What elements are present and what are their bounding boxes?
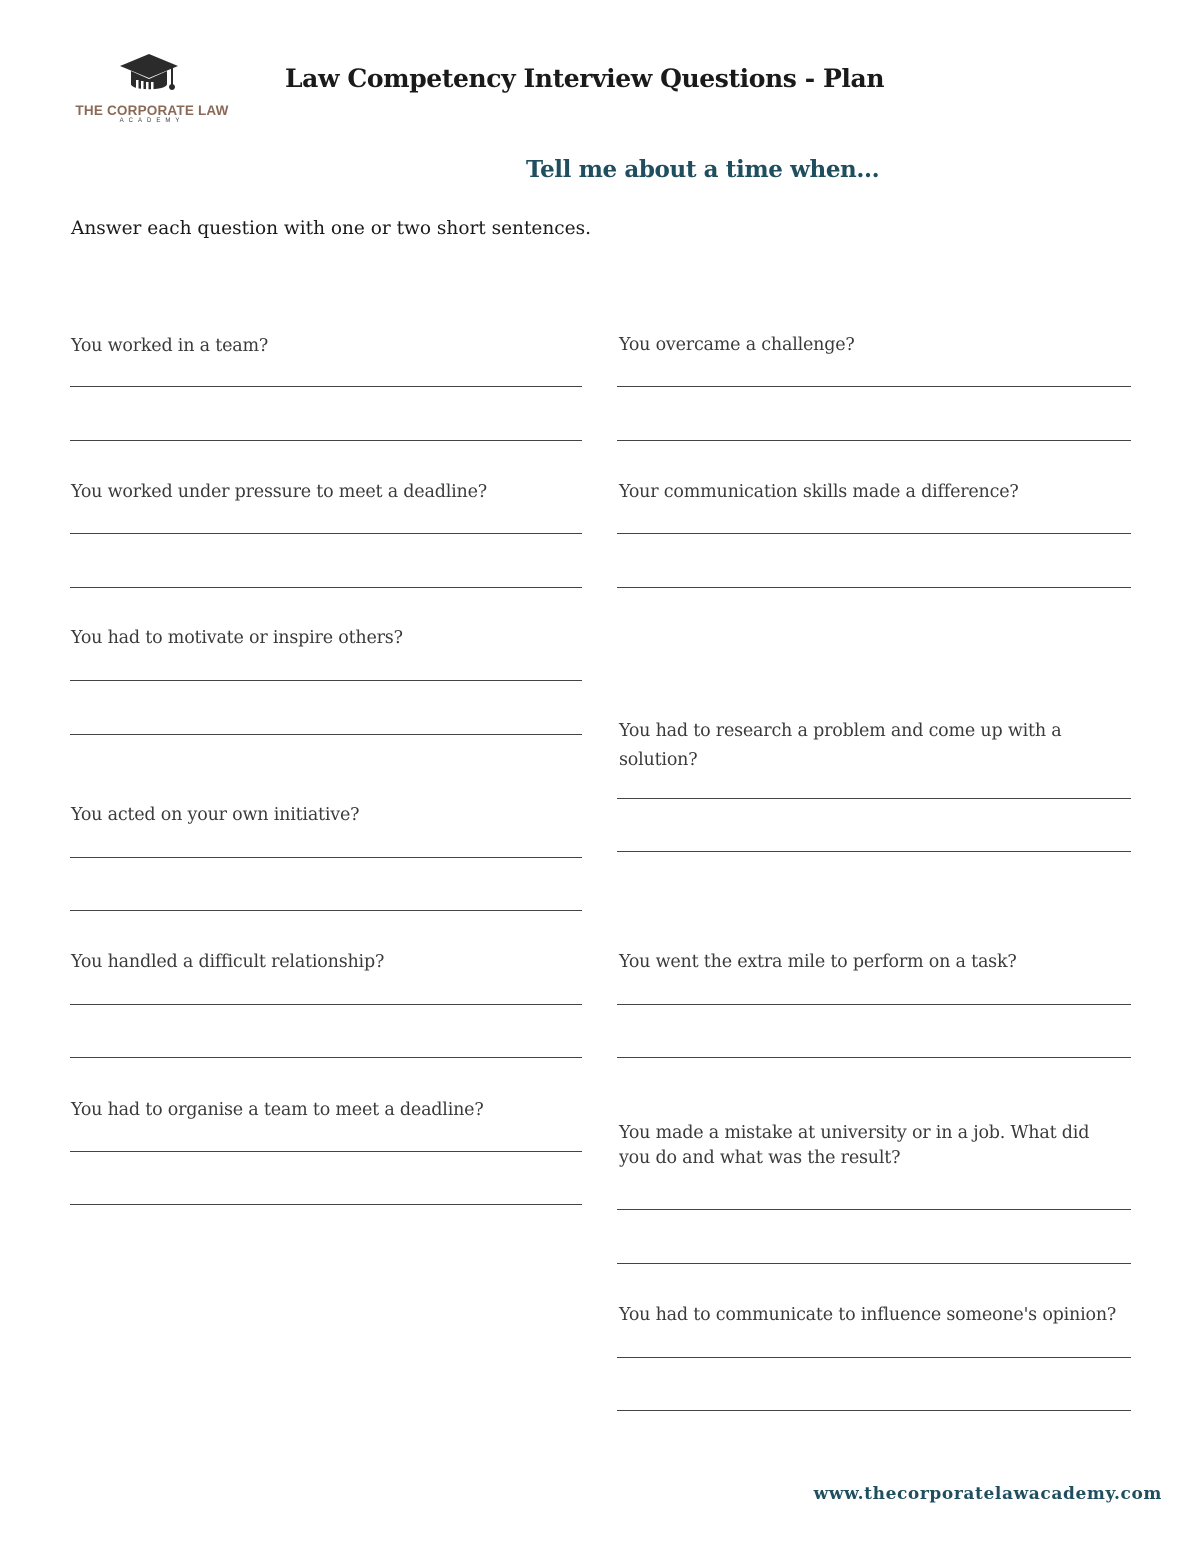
answer-line[interactable] xyxy=(70,1057,582,1058)
answer-line[interactable] xyxy=(70,533,582,534)
question-left-5: You handled a difficult relationship? xyxy=(71,952,385,972)
answer-line[interactable] xyxy=(617,587,1131,588)
question-left-4: You acted on your own initiative? xyxy=(71,805,360,825)
question-left-2: You worked under pressure to meet a deadline? xyxy=(71,482,487,502)
section-subtitle: Tell me about a time when... xyxy=(526,156,880,183)
question-left-1: You worked in a team? xyxy=(71,336,269,356)
question-right-4: You went the extra mile to perform on a task? xyxy=(619,952,1017,972)
answer-line[interactable] xyxy=(617,1057,1131,1058)
answer-line[interactable] xyxy=(617,1263,1131,1264)
answer-line[interactable] xyxy=(70,1204,582,1205)
question-left-6: You had to organise a team to meet a deadline? xyxy=(71,1100,484,1120)
answer-line[interactable] xyxy=(70,910,582,911)
graduation-cap-icon xyxy=(118,52,180,100)
instructions-text: Answer each question with one or two short sentences. xyxy=(71,218,591,239)
answer-line[interactable] xyxy=(70,386,582,387)
answer-line[interactable] xyxy=(70,857,582,858)
answer-line[interactable] xyxy=(617,851,1131,852)
footer-website: www.thecorporatelawacademy.com xyxy=(813,1484,1162,1504)
answer-line[interactable] xyxy=(617,1209,1131,1210)
answer-line[interactable] xyxy=(70,1151,582,1152)
answer-line[interactable] xyxy=(617,1004,1131,1005)
answer-line[interactable] xyxy=(70,587,582,588)
answer-line[interactable] xyxy=(617,1357,1131,1358)
answer-line[interactable] xyxy=(617,533,1131,534)
answer-line[interactable] xyxy=(70,440,582,441)
company-logo xyxy=(66,52,238,130)
answer-line[interactable] xyxy=(70,680,582,681)
answer-line[interactable] xyxy=(617,386,1131,387)
answer-line[interactable] xyxy=(617,798,1131,799)
answer-line[interactable] xyxy=(70,734,582,735)
question-right-1: You overcame a challenge? xyxy=(619,335,855,355)
question-left-3: You had to motivate or inspire others? xyxy=(71,628,403,648)
logo-subtitle: ACADEMY xyxy=(119,118,185,124)
answer-line[interactable] xyxy=(617,440,1131,441)
question-right-5: You made a mistake at university or in a job. What did you do and what was the result? xyxy=(619,1123,1090,1168)
question-right-6: You had to communicate to influence someone's opinion? xyxy=(619,1305,1117,1325)
answer-line[interactable] xyxy=(70,1004,582,1005)
logo-wordmark: THE CORPORATE LAW xyxy=(75,103,229,118)
question-right-3: You had to research a problem and come up with a solution? xyxy=(619,721,1062,770)
question-right-2: Your communication skills made a difference? xyxy=(619,482,1019,502)
answer-line[interactable] xyxy=(617,1410,1131,1411)
document-title: Law Competency Interview Questions - Plan xyxy=(285,64,885,93)
